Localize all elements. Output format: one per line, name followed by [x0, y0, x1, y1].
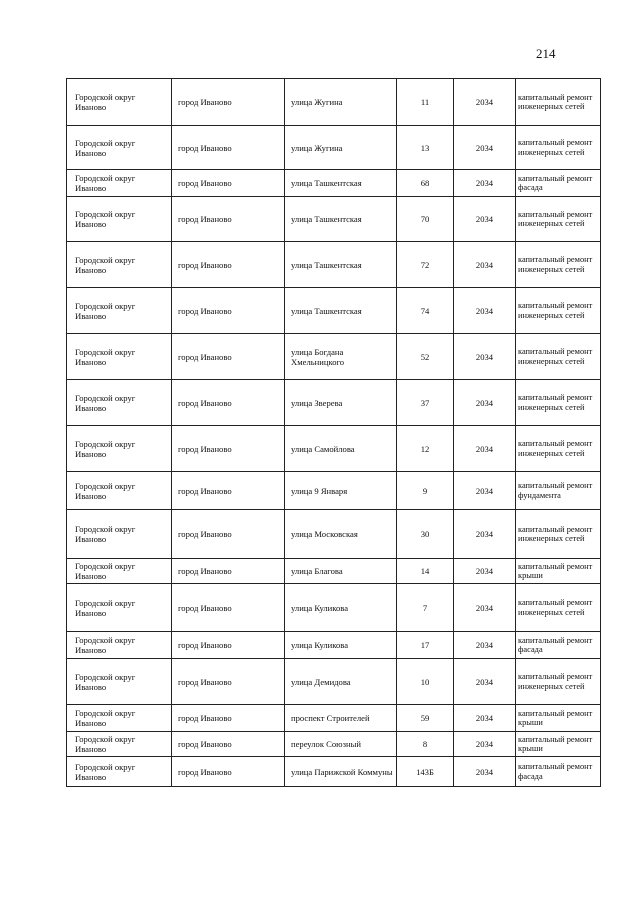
work-type-cell: капитальный ремонт фасада — [516, 632, 601, 659]
year-cell: 2034 — [454, 472, 516, 510]
municipality-cell: Городской округ Иваново — [67, 426, 172, 472]
municipality-cell: Городской округ Иваново — [67, 242, 172, 288]
house-number-cell: 70 — [397, 197, 454, 242]
city-cell: город Иваново — [172, 197, 285, 242]
year-cell: 2034 — [454, 170, 516, 197]
house-number-cell: 74 — [397, 288, 454, 334]
work-type-cell: капитальный ремонт крыши — [516, 705, 601, 732]
city-cell: город Иваново — [172, 757, 285, 787]
house-number-cell: 30 — [397, 510, 454, 559]
work-type-cell: капитальный ремонт фундамента — [516, 472, 601, 510]
table-row — [67, 79, 601, 126]
work-type-cell: капитальный ремонт инженерных сетей — [516, 510, 601, 559]
municipality-cell: Городской округ Иваново — [67, 757, 172, 787]
house-number-cell: 13 — [397, 126, 454, 170]
work-type-cell: капитальный ремонт инженерных сетей — [516, 426, 601, 472]
house-number-cell: 11 — [397, 79, 454, 126]
house-number-cell: 17 — [397, 632, 454, 659]
city-cell: город Иваново — [172, 732, 285, 757]
table-row — [67, 126, 601, 170]
year-cell: 2034 — [454, 334, 516, 380]
year-cell: 2034 — [454, 242, 516, 288]
work-type-cell: капитальный ремонт фасада — [516, 757, 601, 787]
municipality-cell: Городской округ Иваново — [67, 334, 172, 380]
street-cell: улица Ташкентская — [285, 170, 397, 197]
house-number-cell: 59 — [397, 705, 454, 732]
street-cell: улица Демидова — [285, 659, 397, 705]
street-cell: улица Парижской Коммуны — [285, 757, 397, 787]
table-row — [67, 426, 601, 472]
house-number-cell: 12 — [397, 426, 454, 472]
work-type-cell: капитальный ремонт инженерных сетей — [516, 380, 601, 426]
city-cell: город Иваново — [172, 659, 285, 705]
year-cell: 2034 — [454, 732, 516, 757]
work-type-cell: капитальный ремонт инженерных сетей — [516, 197, 601, 242]
year-cell: 2034 — [454, 79, 516, 126]
municipality-cell: Городской округ Иваново — [67, 472, 172, 510]
house-number-cell: 8 — [397, 732, 454, 757]
street-cell: проспект Строителей — [285, 705, 397, 732]
work-type-cell: капитальный ремонт фасада — [516, 170, 601, 197]
city-cell: город Иваново — [172, 380, 285, 426]
table-row — [67, 510, 601, 559]
page-number: 214 — [536, 46, 556, 61]
work-type-cell: капитальный ремонт инженерных сетей — [516, 334, 601, 380]
house-number-cell: 14 — [397, 559, 454, 584]
year-cell: 2034 — [454, 380, 516, 426]
work-type-cell: капитальный ремонт инженерных сетей — [516, 126, 601, 170]
work-type-cell: капитальный ремонт инженерных сетей — [516, 242, 601, 288]
year-cell: 2034 — [454, 426, 516, 472]
street-cell: улица Куликова — [285, 632, 397, 659]
municipality-cell: Городской округ Иваново — [67, 632, 172, 659]
work-type-cell: капитальный ремонт крыши — [516, 559, 601, 584]
street-cell: улица Самойлова — [285, 426, 397, 472]
house-number-cell: 68 — [397, 170, 454, 197]
work-type-cell: капитальный ремонт инженерных сетей — [516, 659, 601, 705]
city-cell: город Иваново — [172, 170, 285, 197]
work-type-cell: капитальный ремонт инженерных сетей — [516, 584, 601, 632]
city-cell: город Иваново — [172, 426, 285, 472]
city-cell: город Иваново — [172, 632, 285, 659]
city-cell: город Иваново — [172, 510, 285, 559]
city-cell: город Иваново — [172, 126, 285, 170]
year-cell: 2034 — [454, 584, 516, 632]
city-cell: город Иваново — [172, 334, 285, 380]
year-cell: 2034 — [454, 559, 516, 584]
table-row — [67, 334, 601, 380]
repair-schedule-table — [66, 78, 601, 787]
house-number-cell: 7 — [397, 584, 454, 632]
municipality-cell: Городской округ Иваново — [67, 510, 172, 559]
year-cell: 2034 — [454, 126, 516, 170]
municipality-cell: Городской округ Иваново — [67, 559, 172, 584]
street-cell: улица Жугина — [285, 126, 397, 170]
municipality-cell: Городской округ Иваново — [67, 288, 172, 334]
year-cell: 2034 — [454, 757, 516, 787]
street-cell: улица Куликова — [285, 584, 397, 632]
table-row — [67, 732, 601, 757]
house-number-cell: 37 — [397, 380, 454, 426]
table-row — [67, 197, 601, 242]
house-number-cell: 52 — [397, 334, 454, 380]
house-number-cell: 9 — [397, 472, 454, 510]
table-row — [67, 380, 601, 426]
municipality-cell: Городской округ Иваново — [67, 732, 172, 757]
table-row — [67, 584, 601, 632]
street-cell: улица Богдана Хмельницкого — [285, 334, 397, 380]
table-row — [67, 170, 601, 197]
table-row — [67, 659, 601, 705]
house-number-cell: 10 — [397, 659, 454, 705]
table-row — [67, 288, 601, 334]
year-cell: 2034 — [454, 659, 516, 705]
year-cell: 2034 — [454, 632, 516, 659]
year-cell: 2034 — [454, 288, 516, 334]
municipality-cell: Городской округ Иваново — [67, 659, 172, 705]
municipality-cell: Городской округ Иваново — [67, 584, 172, 632]
table-row — [67, 632, 601, 659]
municipality-cell: Городской округ Иваново — [67, 170, 172, 197]
municipality-cell: Городской округ Иваново — [67, 197, 172, 242]
table-body — [67, 79, 601, 787]
municipality-cell: Городской округ Иваново — [67, 380, 172, 426]
street-cell: улица Московская — [285, 510, 397, 559]
street-cell: улица Зверева — [285, 380, 397, 426]
street-cell: улица Ташкентская — [285, 288, 397, 334]
table-row — [67, 559, 601, 584]
municipality-cell: Городской округ Иваново — [67, 126, 172, 170]
year-cell: 2034 — [454, 510, 516, 559]
house-number-cell: 143Б — [397, 757, 454, 787]
municipality-cell: Городской округ Иваново — [67, 79, 172, 126]
city-cell: город Иваново — [172, 472, 285, 510]
city-cell: город Иваново — [172, 242, 285, 288]
table-row — [67, 472, 601, 510]
table-row — [67, 242, 601, 288]
table-row — [67, 757, 601, 787]
street-cell: улица Жугина — [285, 79, 397, 126]
year-cell: 2034 — [454, 705, 516, 732]
work-type-cell: капитальный ремонт инженерных сетей — [516, 288, 601, 334]
city-cell: город Иваново — [172, 584, 285, 632]
house-number-cell: 72 — [397, 242, 454, 288]
city-cell: город Иваново — [172, 79, 285, 126]
city-cell: город Иваново — [172, 705, 285, 732]
city-cell: город Иваново — [172, 288, 285, 334]
city-cell: город Иваново — [172, 559, 285, 584]
year-cell: 2034 — [454, 197, 516, 242]
street-cell: улица Ташкентская — [285, 197, 397, 242]
municipality-cell: Городской округ Иваново — [67, 705, 172, 732]
street-cell: переулок Союзный — [285, 732, 397, 757]
street-cell: улица Ташкентская — [285, 242, 397, 288]
work-type-cell: капитальный ремонт крыши — [516, 732, 601, 757]
street-cell: улица Благова — [285, 559, 397, 584]
work-type-cell: капитальный ремонт инженерных сетей — [516, 79, 601, 126]
table-row — [67, 705, 601, 732]
street-cell: улица 9 Января — [285, 472, 397, 510]
